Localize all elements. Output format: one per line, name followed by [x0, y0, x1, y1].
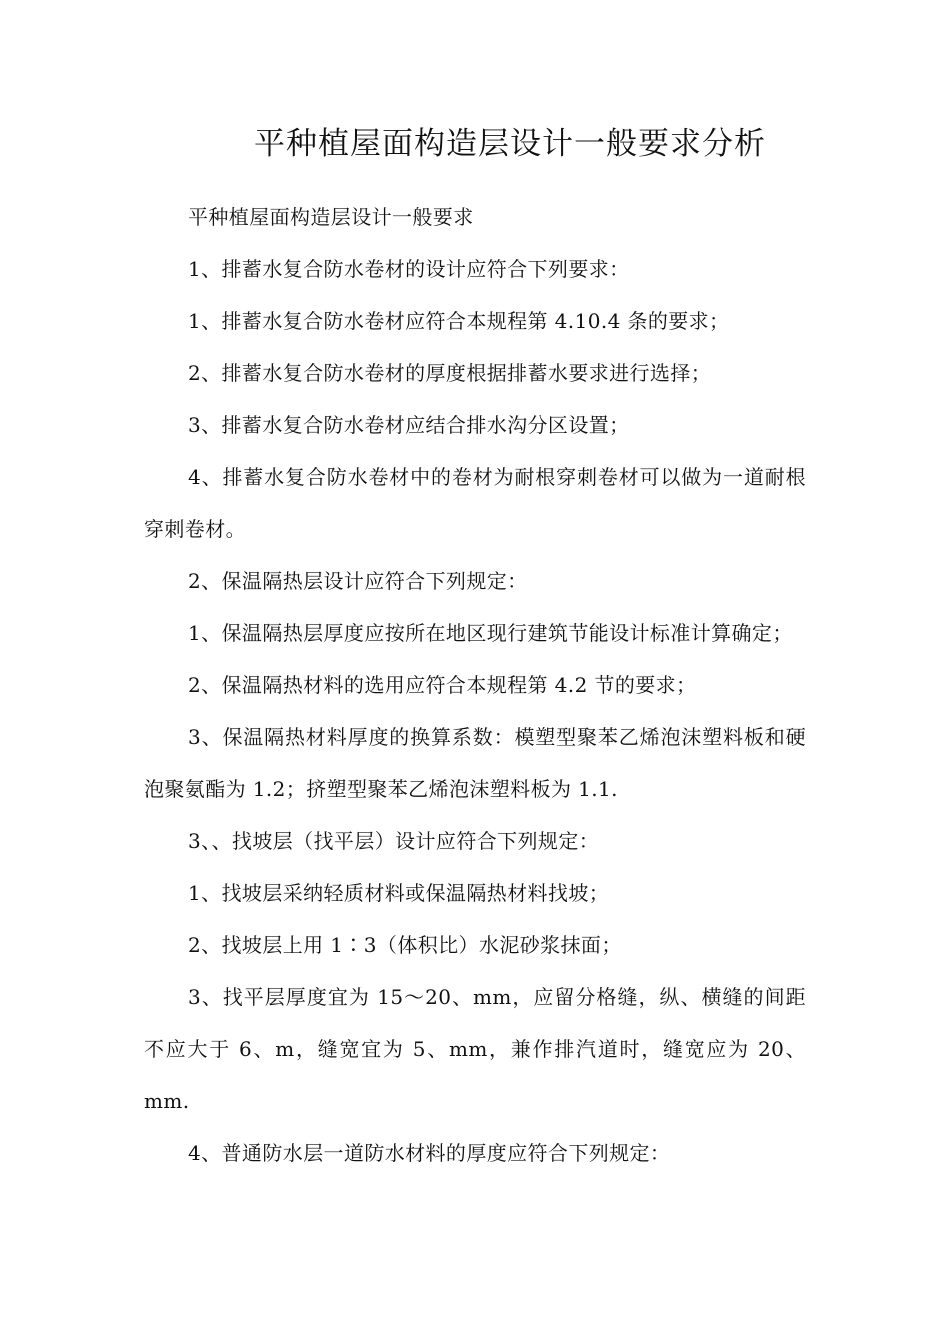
- paragraph: 1、保温隔热层厚度应按所在地区现行建筑节能设计标准计算确定；: [188, 621, 793, 645]
- document-body: [144, 191, 806, 1179]
- paragraph: 3、、找坡层（找平层）设计应符合下列规定：: [188, 829, 600, 853]
- paragraph: 4、普通防水层一道防水材料的厚度应符合下列规定：: [188, 1141, 671, 1165]
- paragraph: 1、排蓄水复合防水卷材的设计应符合下列要求：: [188, 257, 630, 281]
- paragraph: 2、保温隔热层设计应符合下列规定：: [188, 569, 528, 593]
- paragraph: 3、保温隔热材料厚度的换算系数：模塑型聚苯乙烯泡沫塑料板和硬泡聚氨酯为 1.2；挤塑型聚苯乙烯泡沫塑料板为 1.1.: [144, 725, 806, 801]
- paragraph: 1、排蓄水复合防水卷材应符合本规程第 4.10.4 条的要求；: [188, 309, 730, 333]
- paragraph: 2、保温隔热材料的选用应符合本规程第 4.2 节的要求；: [188, 673, 697, 697]
- paragraph: 3、排蓄水复合防水卷材应结合排水沟分区设置；: [188, 413, 630, 437]
- paragraph: 1、找坡层采纳轻质材料或保温隔热材料找坡；: [188, 881, 610, 905]
- paragraph: 2、排蓄水复合防水卷材的厚度根据排蓄水要求进行选择；: [188, 361, 712, 385]
- document-title: 平种植屋面构造层设计一般要求分析: [254, 126, 766, 162]
- paragraph: 平种植屋面构造层设计一般要求: [188, 205, 474, 229]
- paragraph: 4、排蓄水复合防水卷材中的卷材为耐根穿刺卷材可以做为一道耐根穿刺卷材。: [144, 465, 806, 541]
- paragraph: 2、找坡层上用 1∶3（体积比）水泥砂浆抹面；: [188, 933, 622, 957]
- paragraph: 3、找平层厚度宜为 15～20、mm，应留分格缝，纵、横缝的间距不应大于 6、m，缝宽宜为 5、mm，兼作排汽道时，缝宽应为 20、mm.: [144, 985, 806, 1113]
